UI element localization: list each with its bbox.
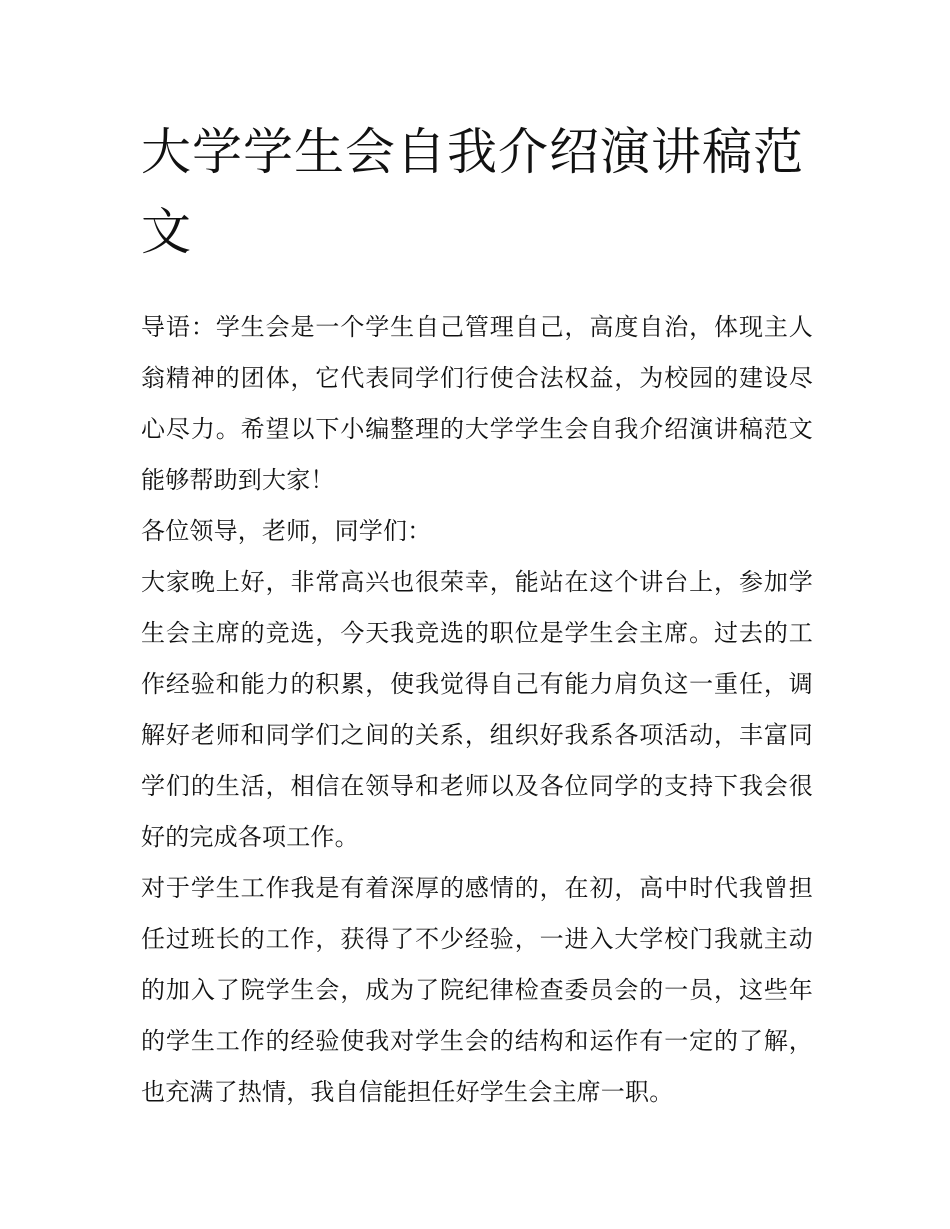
paragraph-opening: 大家晚上好，非常高兴也很荣幸，能站在这个讲台上，参加学生会主席的竞选，今天我竞选的职位是学生会主席。过去的工作经验和能力的积累，使我觉得自己有能力肩负这一重任，调解好老师和同学们之间的关系，组织好我系各项活动，丰富同学们的生活，相信在领导和老师以及各位同学的支持下我会很好的完成各项工作。 [141,568,813,851]
paragraph-intro: 导语：学生会是一个学生自己管理自己，高度自治，体现主人翁精神的团体，它代表同学们行使合法权益，为校园的建设尽心尽力。希望以下小编整理的大学学生会自我介绍演讲稿范文能够帮助到大家！ [141,313,813,494]
document-title: 大学学生会自我介绍演讲稿范文 [141,123,804,261]
document-page [141,112,813,1118]
paragraph-salutation: 各位领导，老师，同学们： [141,517,432,545]
document-body [141,302,813,1118]
paragraph-experience: 对于学生工作我是有着深厚的感情的，在初，高中时代我曾担任过班长的工作，获得了不少经验，一进入大学校门我就主动的加入了院学生会，成为了院纪律检查委员会的一员，这些年的学生工作的经验使我对学生会的结构和运作有一定的了解，也充满了热情，我自信能担任好学生会主席一职。 [141,874,813,1106]
